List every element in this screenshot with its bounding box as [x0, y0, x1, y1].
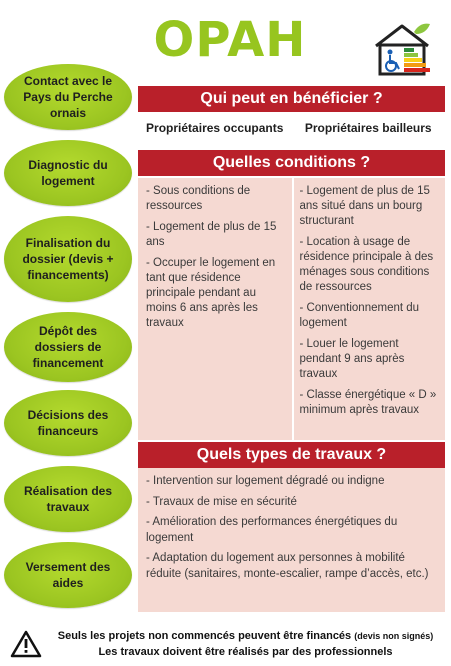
step-contact	[4, 64, 132, 130]
step-realisation	[4, 466, 132, 532]
step-label: Décisions des financeurs	[27, 408, 109, 438]
step-decisions	[4, 390, 132, 456]
footer-notice	[0, 622, 451, 666]
step-label: Contact avec le Pays du Perche ornais	[23, 74, 113, 120]
travaux-item: - Adaptation du logement aux personnes à mobilité réduite (sanitaires, monte-escalier, rampe d’accès, etc.)	[146, 552, 429, 580]
step-finalisation	[4, 216, 132, 302]
beneficiaires-row	[138, 112, 445, 144]
travaux-item: - Amélioration des performances énergétiques du logement	[146, 516, 398, 544]
condition-item: - Occuper le logement en tant que résidence principale pendant au moins 6 ans après les travaux	[146, 257, 276, 329]
step-diagnostic	[4, 140, 132, 206]
step-label: Versement des aides	[25, 560, 111, 590]
step-versement	[4, 542, 132, 608]
page-title: OPAH	[153, 12, 307, 68]
travaux-item: - Intervention sur logement dégradé ou indigne	[146, 475, 385, 487]
footer-text: Seuls les projets non commencés peuvent être financés	[57, 630, 352, 642]
conditions-bailleurs	[292, 178, 446, 440]
travaux-item: - Travaux de mise en sécurité	[146, 495, 297, 508]
condition-item: - Sous conditions de ressources	[146, 185, 251, 212]
condition-item: - Logement de plus de 15 ans situé dans un bourg structurant	[299, 185, 430, 227]
step-label: Diagnostic du logement	[28, 158, 108, 188]
condition-item: - Logement de plus de 15 ans	[146, 221, 277, 248]
beneficiaires-heading: Qui peut en bénéficier ?	[138, 86, 445, 112]
footer-note: (devis non signés)	[354, 631, 434, 641]
conditions-heading: Quelles conditions ?	[138, 150, 445, 176]
travaux-panel	[138, 468, 445, 612]
house-energy-accessibility-icon	[372, 20, 442, 76]
beneficiaire-occupants: Propriétaires occupants	[146, 121, 284, 135]
footer-line-1	[40, 630, 451, 642]
conditions-occupants	[138, 178, 292, 440]
conditions-panel	[138, 178, 445, 440]
condition-item: - Louer le logement pendant 9 ans après travaux	[299, 338, 405, 380]
condition-item: - Conventionnement du logement	[299, 302, 420, 329]
step-label: Finalisation du dossier (devis + financements)	[22, 236, 114, 282]
beneficiaire-bailleurs: Propriétaires bailleurs	[304, 121, 432, 135]
step-depot	[4, 312, 132, 382]
step-label: Dépôt des dossiers de financement	[32, 324, 104, 370]
condition-item: - Classe énergétique « D » minimum après travaux	[299, 389, 437, 416]
condition-item: - Location à usage de résidence principale à des ménages sous conditions de ressources	[299, 236, 434, 293]
warning-icon	[10, 630, 42, 658]
travaux-heading: Quels types de travaux ?	[138, 442, 445, 468]
footer-line-2: Les travaux doivent être réalisés par des professionnels	[98, 646, 393, 658]
step-label: Réalisation des travaux	[23, 484, 113, 514]
